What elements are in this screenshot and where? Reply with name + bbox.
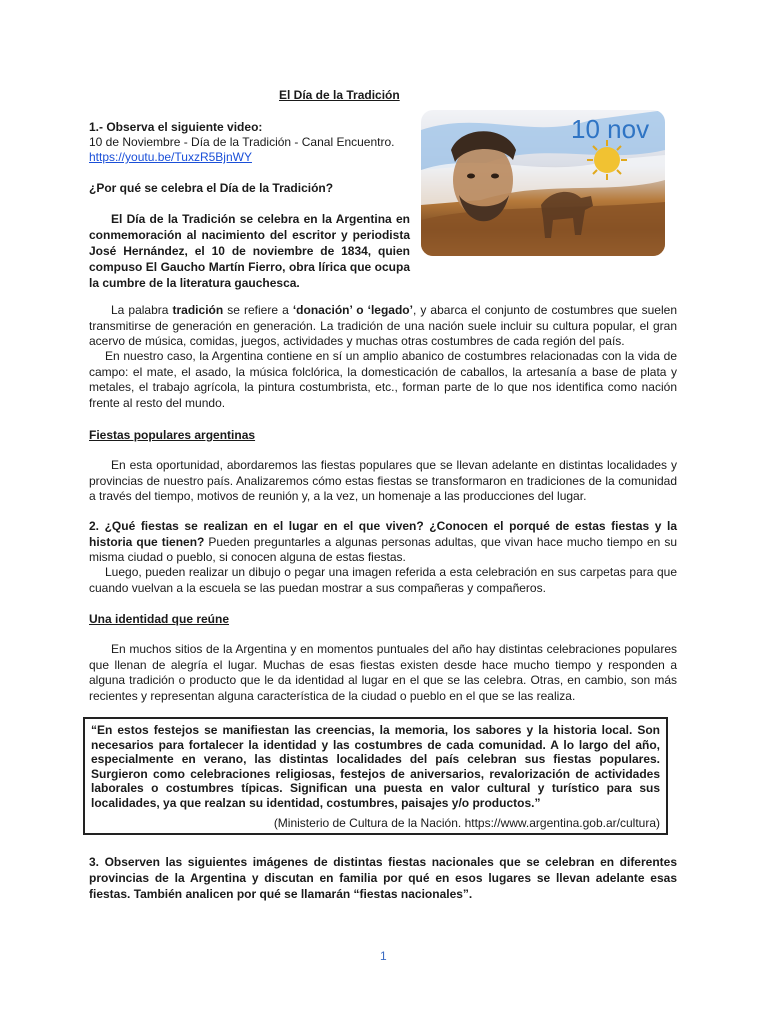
section-2-question: 2. ¿Qué fiestas se realizan en el lugar en el que viven? ¿Conocen el porqué de estas fiestas y la historia que tienen? [89,519,677,549]
tradicion-pre: La palabra [111,303,173,317]
answer-paragraph: El Día de la Tradición se celebra en la Argentina en conmemoración al nacimiento del escritor y periodista José Hernández, el 10 de noviembre de 1834, quien compuso El Gaucho Martín Fierro, obra lírica que ocupa la cumbre de la literatura gauchesca. [89,212,410,290]
page-number: 1 [380,949,387,963]
tradicion-definition: ‘donación’ o ‘legado’ [292,303,413,317]
luego-paragraph: Luego, pueden realizar un dibujo o pegar una imagen referida a esta celebración en sus carpetas para que cuando vuelvan a la escuela se las puedan mostrar a sus compañeras y compañeros. [89,565,677,595]
quote-box [83,717,668,835]
tradicion-paragraph [89,303,677,350]
tradition-day-image [421,110,665,256]
section-3-paragraph: 3. Observen las siguientes imágenes de distintas fiestas nacionales que se celebran en diferentes provincias de la Argentina y discutan en familia por qué en esos lugares se llevan adelante esas fiestas. También analicen por qué se llamarán “fiestas nacionales”. [89,855,677,901]
question-heading: ¿Por qué se celebra el Día de la Tradición? [89,181,334,195]
tradicion-rest: , y abarca el conjunto de costumbres que suelen transmitirse de generación en generación. La tradición de una nación suele incluir su cultura popular, el gran acervo de música, comidas, juegos, actividades y muchas otras costumbres de cada región del país. [89,303,677,348]
page-title: El Día de la Tradición [279,88,400,102]
identidad-paragraph: En muchos sitios de la Argentina y en momentos puntuales del año hay distintas celebraciones populares que llenan de alegría el lugar. Muchas de esas fiestas existen desde hace mucho tiempo y responden a alguna tradición o producto que le da identidad al lugar en el que se las celebra. Otras, en cambio, son más recientes y representan alguna característica de la ciudad o pueblo en el que se las realiza. [89,642,677,703]
section-1-heading: 1.- Observa el siguiente video: [89,120,263,134]
video-link[interactable]: https://youtu.be/TuxzR5BjnWY [89,150,252,164]
caso-paragraph: En nuestro caso, la Argentina contiene en sí un amplio abanico de costumbres relacionadas con la vida de campo: el mate, el asado, la música folclórica, la domesticación de caballos, la artesanía a base de plata y metales, el trabajo agrícola, la pintura costumbrista, etc., forman parte de lo que nos identifica como nación frente al resto del mundo. [89,349,677,410]
section-2-paragraph [89,519,677,566]
video-title: 10 de Noviembre - Día de la Tradición - Canal Encuentro. [89,135,395,149]
quote-source: (Ministerio de Cultura de la Nación. https://www.argentina.gob.ar/cultura) [273,816,660,830]
section-2-text: Pueden preguntarles a algunas personas adultas, que vivan hace mucho tiempo en su misma ciudad o pueblo, si conocen alguna de estas fiestas. [89,534,678,564]
identidad-heading: Una identidad que reúne [89,612,230,626]
fiestas-paragraph: En esta oportunidad, abordaremos las fiestas populares que se llevan adelante en distintas localidades y provincias de nuestro país. Analizaremos cómo estas fiestas se transformaron en tradiciones de la comunidad a través del tiempo, motivos de reunión y, a la vez, un homenaje a las producciones del lugar. [89,458,677,503]
date-overlay: 10 nov [571,114,650,144]
quote-text: “En estos festejos se manifiestan las creencias, la memoria, los sabores y la historia local. Son necesarios para fortalecer la identidad y las costumbres de cada comunidad. A lo largo del año, especialmente en verano, las distintas localidades del país celebran sus fiestas populares. Surgieron como celebraciones religiosas, festejos de aniversarios, revalorización de actividades laborales o costumbres típicas. Significan una puesta en valor cultural y turístico para sus localidades, ya que realzan su identidad, costumbres, paisajes y/o productos.” [91,723,660,810]
fiestas-heading: Fiestas populares argentinas [89,428,256,442]
tradicion-word: tradición [172,303,224,317]
tradicion-mid: se refiere a [223,303,293,317]
